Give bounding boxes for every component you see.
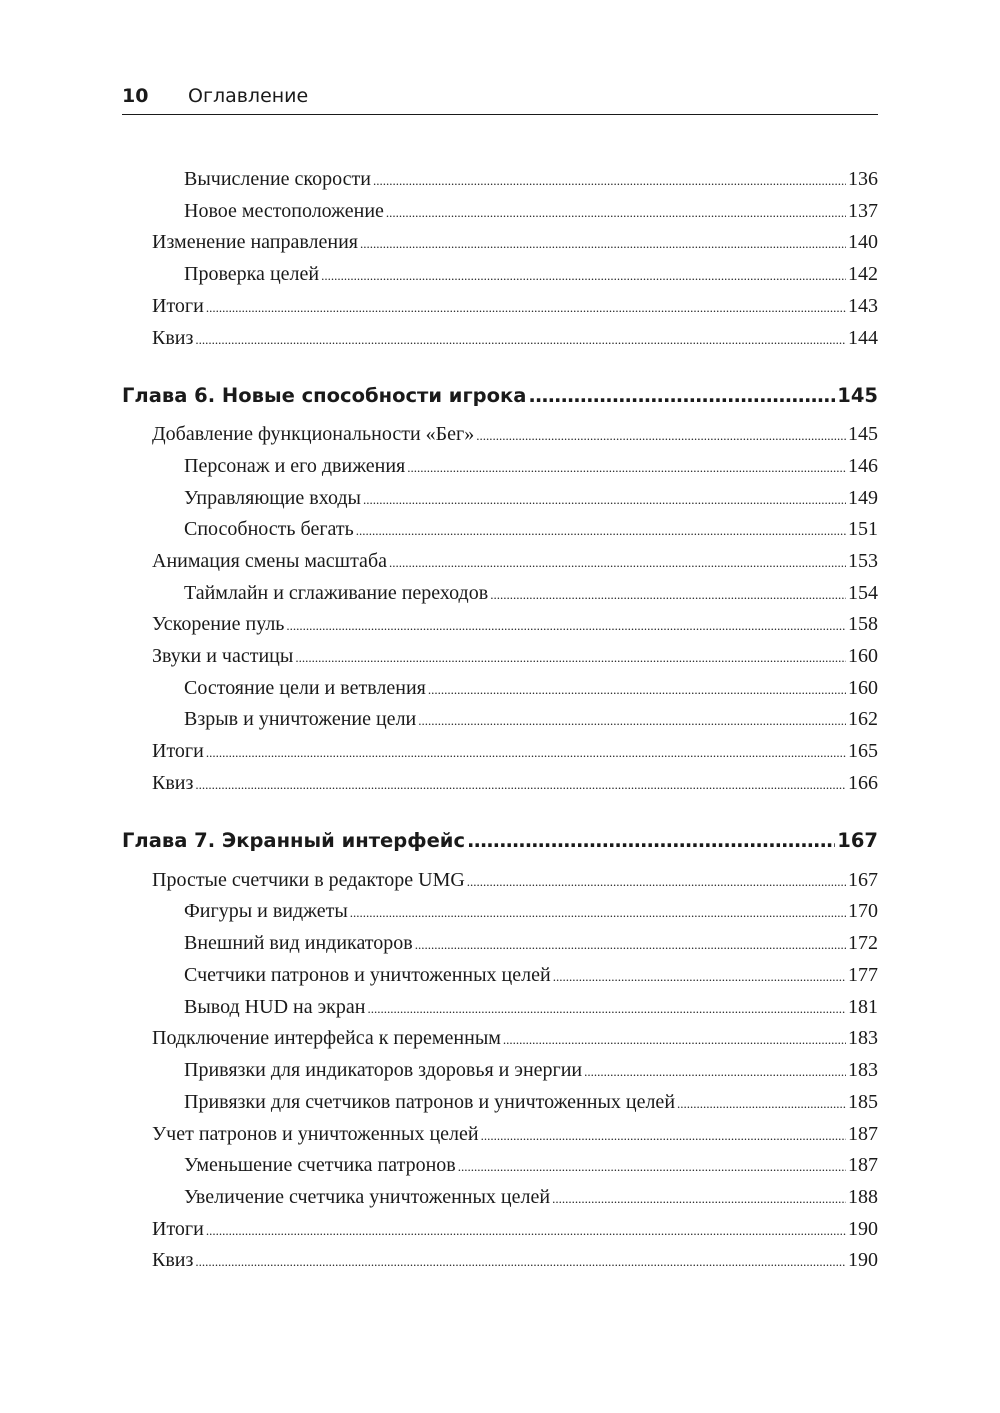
toc-entry-title: Звуки и частицы	[152, 645, 294, 667]
dot-leader	[458, 1150, 846, 1182]
toc-entry[interactable]	[184, 928, 878, 960]
toc-entry[interactable]	[152, 768, 878, 800]
dot-leader	[476, 419, 846, 451]
toc-entry-title: Учет патронов и уничтоженных целей	[152, 1123, 479, 1145]
toc-entry-page: 170	[848, 900, 878, 922]
dot-leader	[553, 960, 846, 992]
toc-entry-title: Итоги	[152, 740, 204, 762]
toc-entry-title: Внешний вид индикаторов	[184, 932, 413, 954]
dot-leader	[481, 1119, 846, 1151]
toc-entry-page: 188	[848, 1186, 878, 1208]
dot-leader	[490, 578, 846, 610]
toc-entry-page: 187	[848, 1154, 878, 1176]
toc-entry-page: 190	[848, 1218, 878, 1240]
toc-entry-page: 153	[848, 550, 878, 572]
toc-entry[interactable]	[184, 259, 878, 291]
toc-entry[interactable]	[184, 578, 878, 610]
toc-entry-page: 162	[848, 708, 878, 730]
toc-entry-title: Изменение направления	[152, 231, 358, 253]
toc-entry-title: Вычисление скорости	[184, 168, 371, 190]
dot-leader	[295, 641, 846, 673]
toc-entry-page: 151	[848, 518, 878, 540]
toc-entry-title: Фигуры и виджеты	[184, 900, 348, 922]
toc-entry-title: Квиз	[152, 1249, 194, 1271]
dot-leader	[195, 1245, 846, 1277]
toc-entry-page: 190	[848, 1249, 878, 1271]
dot-leader	[350, 896, 846, 928]
toc-entry-title: Увеличение счетчика уничтоженных целей	[184, 1186, 551, 1208]
toc-entry-title: Вывод HUD на экран	[184, 996, 366, 1018]
dot-leader	[321, 259, 846, 291]
toc-entry-title: Таймлайн и сглаживание переходов	[184, 582, 489, 604]
dot-leader	[584, 1055, 846, 1087]
toc-entry[interactable]	[184, 992, 878, 1024]
toc-entry[interactable]	[152, 419, 878, 451]
dot-leader	[373, 164, 846, 196]
toc-entry[interactable]	[184, 704, 878, 736]
toc-entry[interactable]	[184, 1150, 878, 1182]
dot-leader	[206, 291, 846, 323]
dot-leader	[407, 451, 846, 483]
toc-entry-title: Привязки для счетчиков патронов и уничтоженных целей	[184, 1091, 676, 1113]
toc-entry-page: 183	[848, 1059, 878, 1081]
toc-entry-title: Итоги	[152, 1218, 204, 1240]
toc-entry-page: 142	[848, 263, 878, 285]
dot-leader	[418, 704, 846, 736]
toc-entry[interactable]	[152, 546, 878, 578]
toc-entry-title: Квиз	[152, 772, 194, 794]
toc-entry-title: Счетчики патронов и уничтоженных целей	[184, 964, 551, 986]
toc-entry-title: Уменьшение счетчика патронов	[184, 1154, 456, 1176]
toc-entry[interactable]	[184, 514, 878, 546]
toc-entry-page: 136	[848, 168, 878, 190]
toc-entry-page: 137	[848, 200, 878, 222]
toc-entry[interactable]	[152, 227, 878, 259]
toc-entry-page: 144	[848, 327, 878, 349]
toc-entry-page: 185	[848, 1091, 878, 1113]
toc-entry[interactable]	[184, 451, 878, 483]
toc-entry[interactable]	[184, 1055, 878, 1087]
toc-entry-page: 160	[848, 645, 878, 667]
dot-leader	[415, 928, 846, 960]
toc-entry-page: 158	[848, 613, 878, 635]
dot-leader	[360, 227, 846, 259]
toc-entry-title: Способность бегать	[184, 518, 354, 540]
toc-entry[interactable]	[152, 641, 878, 673]
toc-entry-page: 166	[848, 772, 878, 794]
dot-leader	[195, 323, 846, 355]
toc-entry[interactable]	[184, 896, 878, 928]
toc-entry-title: Подключение интерфейса к переменным	[152, 1027, 501, 1049]
dot-leader	[552, 1182, 846, 1214]
toc-entry-title: Простые счетчики в редакторе UMG	[152, 869, 465, 891]
toc-entry-page: 181	[848, 996, 878, 1018]
toc-entry[interactable]	[184, 1087, 878, 1119]
dot-leader	[467, 865, 846, 897]
dot-leader	[503, 1023, 846, 1055]
dot-leader	[467, 825, 835, 857]
toc-entry[interactable]	[184, 960, 878, 992]
page-number: 10	[122, 85, 149, 107]
toc-entry[interactable]	[152, 323, 878, 355]
dot-leader	[206, 736, 846, 768]
toc-entry[interactable]	[184, 196, 878, 228]
running-head	[122, 82, 878, 115]
toc-entry[interactable]	[152, 865, 878, 897]
dot-leader	[428, 673, 846, 705]
toc-entry-title: Ускорение пуль	[152, 613, 285, 635]
dot-leader	[206, 1214, 846, 1246]
toc-entry-title: Персонаж и его движения	[184, 455, 406, 477]
toc-entry[interactable]	[152, 736, 878, 768]
toc-entry-title: Управляющие входы	[184, 487, 361, 509]
toc-entry-page: 160	[848, 677, 878, 699]
toc-entry-page: 177	[848, 964, 878, 986]
dot-leader	[389, 546, 846, 578]
toc-chapter-entry[interactable]	[122, 825, 878, 857]
toc-entry-title: Анимация смены масштаба	[152, 550, 387, 572]
toc-entry[interactable]	[184, 164, 878, 196]
toc-entry-page: 140	[848, 231, 878, 253]
dot-leader	[677, 1087, 846, 1119]
toc-chapter-title: Глава 7. Экранный интерфейс	[122, 829, 466, 852]
toc-entry[interactable]	[152, 1214, 878, 1246]
dot-leader	[367, 992, 846, 1024]
toc-entry-page: 165	[848, 740, 878, 762]
dot-leader	[363, 483, 846, 515]
dot-leader	[528, 380, 835, 412]
toc-entry[interactable]	[152, 609, 878, 641]
toc-entry-title: Итоги	[152, 295, 204, 317]
toc-entry-page: 146	[848, 455, 878, 477]
dot-leader	[386, 196, 846, 228]
toc-entry[interactable]	[152, 1119, 878, 1151]
toc-entry-page: 187	[848, 1123, 878, 1145]
toc-entry-title: Квиз	[152, 327, 194, 349]
toc-entry-title: Состояние цели и ветвления	[184, 677, 426, 699]
toc-entry-title: Привязки для индикаторов здоровья и энергии	[184, 1059, 583, 1081]
toc-entry[interactable]	[152, 291, 878, 323]
toc-entry[interactable]	[152, 1023, 878, 1055]
toc-entry[interactable]	[184, 673, 878, 705]
dot-leader	[356, 514, 846, 546]
toc-chapter-title: Глава 6. Новые способности игрока	[122, 384, 527, 407]
toc-entry-page: 183	[848, 1027, 878, 1049]
toc-chapter-page: 167	[837, 829, 878, 852]
toc-entry-page: 172	[848, 932, 878, 954]
toc-chapter-entry[interactable]	[122, 380, 878, 412]
toc-entry-title: Проверка целей	[184, 263, 320, 285]
toc-entry[interactable]	[152, 1245, 878, 1277]
toc-entry-page: 167	[848, 869, 878, 891]
dot-leader	[286, 609, 846, 641]
toc-entry-title: Новое местоположение	[184, 200, 384, 222]
toc-entry-page: 154	[848, 582, 878, 604]
running-title: Оглавление	[188, 85, 309, 107]
toc-entry-page: 143	[848, 295, 878, 317]
toc-entry-page: 145	[848, 423, 878, 445]
toc-entry-title: Взрыв и уничтожение цели	[184, 708, 417, 730]
toc-entry-page: 149	[848, 487, 878, 509]
dot-leader	[195, 768, 846, 800]
toc-entry-title: Добавление функциональности «Бег»	[152, 423, 475, 445]
toc-chapter-page: 145	[837, 384, 878, 407]
toc-entry[interactable]	[184, 483, 878, 515]
toc-entry[interactable]	[184, 1182, 878, 1214]
